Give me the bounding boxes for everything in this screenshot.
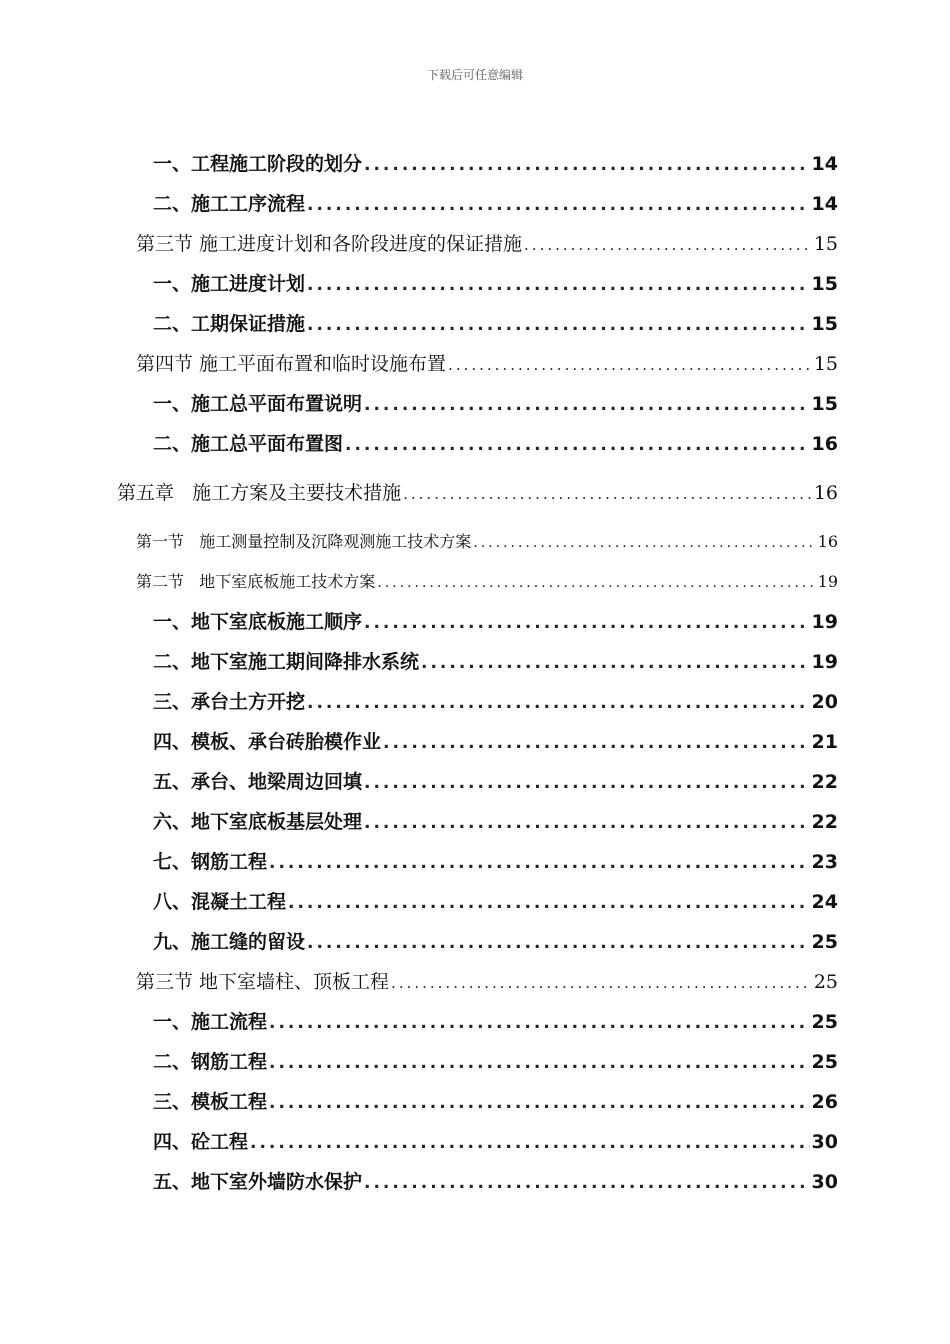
toc-entry[interactable] [153, 1087, 838, 1114]
toc-dot-leader [383, 733, 810, 753]
toc-entry[interactable] [153, 607, 838, 634]
toc-entry-page: 26 [811, 1091, 838, 1113]
toc-entry-label: 八、混凝土工程 [153, 891, 287, 913]
toc-entry[interactable] [153, 847, 838, 874]
toc-entry[interactable] [153, 927, 838, 954]
toc-entry-page: 20 [811, 691, 838, 713]
toc-entry[interactable] [153, 1007, 838, 1034]
toc-entry-page: 21 [811, 731, 838, 753]
toc-dot-leader [269, 853, 810, 873]
toc-dot-leader [269, 1013, 810, 1033]
toc-dot-leader [403, 485, 812, 503]
toc-entry[interactable] [136, 967, 838, 994]
toc-entry-label: 三、模板工程 [153, 1091, 268, 1113]
toc-entry-page: 25 [813, 971, 838, 993]
toc-entry-page: 14 [811, 153, 838, 175]
toc-entry-label: 第二节 地下室底板施工技术方案 [136, 572, 376, 591]
toc-entry-page: 16 [817, 532, 838, 551]
toc-dot-leader [364, 1173, 810, 1193]
toc-dot-leader [448, 356, 812, 374]
toc-entry[interactable] [136, 529, 838, 552]
toc-entry[interactable] [153, 727, 838, 754]
toc-entry-page: 30 [811, 1131, 838, 1153]
toc-dot-leader [307, 195, 810, 215]
toc-entry-page: 19 [811, 611, 838, 633]
toc-entry-label: 四、模板、承台砖胎模作业 [153, 731, 382, 753]
toc-entry[interactable] [136, 229, 838, 256]
toc-dot-leader [307, 315, 810, 335]
toc-entry-label: 一、施工流程 [153, 1011, 268, 1033]
toc-entry-label: 一、施工进度计划 [153, 273, 306, 295]
toc-dot-leader [377, 575, 815, 591]
toc-entry[interactable] [153, 1167, 838, 1194]
toc-entry[interactable] [117, 478, 838, 505]
toc-dot-leader [269, 1093, 810, 1113]
toc-entry[interactable] [153, 309, 838, 336]
toc-entry-page: 15 [813, 233, 838, 255]
toc-entry-label: 二、工期保证措施 [153, 313, 306, 335]
toc-entry-page: 15 [811, 313, 838, 335]
toc-entry[interactable] [153, 389, 838, 416]
toc-dot-leader [421, 653, 810, 673]
toc-entry-page: 16 [813, 482, 838, 504]
toc-dot-leader [288, 893, 810, 913]
toc-entry-label: 第四节 施工平面布置和临时设施布置 [136, 353, 447, 375]
toc-dot-leader [307, 933, 810, 953]
toc-entry[interactable] [153, 149, 838, 176]
toc-entry-page: 22 [811, 811, 838, 833]
toc-entry-label: 二、施工总平面布置图 [153, 433, 344, 455]
toc-entry-page: 23 [811, 851, 838, 873]
toc-dot-leader [473, 535, 815, 551]
toc-entry-label: 二、钢筋工程 [153, 1051, 268, 1073]
toc-entry-page: 24 [811, 891, 838, 913]
toc-dot-leader [364, 773, 810, 793]
toc-entry-page: 25 [811, 931, 838, 953]
toc-dot-leader [364, 155, 810, 175]
toc-entry-page: 19 [811, 651, 838, 673]
toc-entry[interactable] [136, 569, 838, 592]
toc-dot-leader [364, 813, 810, 833]
toc-entry[interactable] [153, 429, 838, 456]
toc-entry-page: 15 [811, 273, 838, 295]
toc-dot-leader [250, 1133, 810, 1153]
toc-entry[interactable] [153, 887, 838, 914]
toc-dot-leader [364, 613, 810, 633]
toc-entry-label: 四、砼工程 [153, 1131, 249, 1153]
header-note: 下载后可任意编辑 [426, 68, 523, 82]
toc-entry-label: 一、地下室底板施工顺序 [153, 611, 363, 633]
toc-entry-label: 第五章 施工方案及主要技术措施 [117, 482, 402, 504]
toc-entry-page: 15 [811, 393, 838, 415]
toc-entry-label: 七、钢筋工程 [153, 851, 268, 873]
toc-entry-label: 第三节 地下室墙柱、顶板工程 [136, 971, 390, 993]
toc-dot-leader [307, 275, 810, 295]
toc-entry-label: 第一节 施工测量控制及沉降观测施工技术方案 [136, 532, 472, 551]
toc-entry-label: 一、施工总平面布置说明 [153, 393, 363, 415]
toc-entry[interactable] [136, 349, 838, 376]
toc-entry[interactable] [153, 647, 838, 674]
toc-entry-label: 九、施工缝的留设 [153, 931, 306, 953]
toc-entry[interactable] [153, 767, 838, 794]
toc-entry-page: 15 [813, 353, 838, 375]
toc-entry[interactable] [153, 1127, 838, 1154]
toc-entry-label: 第三节 施工进度计划和各阶段进度的保证措施 [136, 233, 523, 255]
toc-dot-leader [364, 395, 810, 415]
toc-entry-page: 22 [811, 771, 838, 793]
toc-entry-label: 二、地下室施工期间降排水系统 [153, 651, 420, 673]
toc-dot-leader [307, 693, 810, 713]
toc-entry-page: 30 [811, 1171, 838, 1193]
toc-entry-label: 五、承台、地梁周边回填 [153, 771, 363, 793]
toc-dot-leader [345, 435, 810, 455]
toc-entry[interactable] [153, 807, 838, 834]
toc-entry[interactable] [153, 687, 838, 714]
toc-entry-label: 二、施工工序流程 [153, 193, 306, 215]
toc-entry-page: 16 [811, 433, 838, 455]
toc-dot-leader [524, 236, 812, 254]
toc-entry-label: 三、承台土方开挖 [153, 691, 306, 713]
toc-entry[interactable] [153, 1047, 838, 1074]
toc-entry-page: 19 [817, 572, 838, 591]
toc-entry[interactable] [153, 269, 838, 296]
toc-dot-leader [269, 1053, 810, 1073]
toc-entry-page: 14 [811, 193, 838, 215]
toc-entry-label: 五、地下室外墙防水保护 [153, 1171, 363, 1193]
toc-entry[interactable] [153, 189, 838, 216]
toc-entry-page: 25 [811, 1051, 838, 1073]
toc-entry-label: 六、地下室底板基层处理 [153, 811, 363, 833]
toc-entry-page: 25 [811, 1011, 838, 1033]
toc-dot-leader [391, 974, 812, 992]
toc-entry-label: 一、工程施工阶段的划分 [153, 153, 363, 175]
